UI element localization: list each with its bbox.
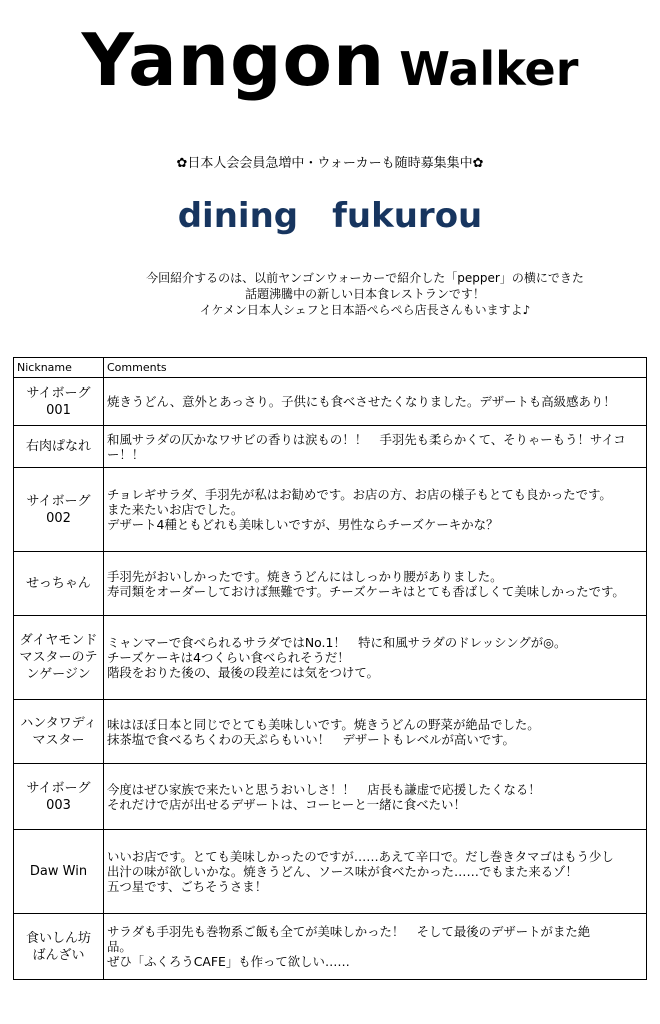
nickname-cell	[14, 378, 104, 426]
page-title	[0, 18, 660, 102]
recruit-banner: ✿日本人会会員急増中・ウォーカーも随時募集集中✿	[176, 156, 484, 171]
comment-line: 寿司類をオーダーしておけば無難です。チーズケーキはとても香ばしくて美味しかったです。	[107, 583, 625, 599]
nickname-line: 食いしん坊	[25, 930, 91, 946]
comment-line: デザート4種ともどれも美味しいですが、男性ならチーズケーキかな？	[107, 517, 499, 532]
comment-line: 階段をおりた後の、最後の段差には気をつけて。	[107, 665, 379, 680]
comment-line: 抹茶塩で食べるちくわの天ぷらもいい！ デザートもレベルが高いです。	[107, 731, 515, 747]
table-row	[14, 426, 647, 468]
nickname-cell	[14, 468, 104, 552]
comments-column-header: Comments	[104, 358, 647, 378]
restaurant-name: dining fukurou	[177, 196, 483, 236]
nickname-cell	[14, 700, 104, 764]
nickname-column-header: Nickname	[14, 358, 104, 378]
comment-line: 今度はぜひ家族で来たいと思うおいしさ！！ 店長も謙虚で応援したくなる！	[107, 781, 541, 797]
nickname-line: せっちゃん	[26, 576, 91, 591]
nickname-line: ばんざい	[32, 947, 85, 963]
comment-cell	[104, 830, 647, 914]
intro-line: 今回紹介するのは、以前ヤンゴンウォーカーで紹介した「pepper」の横にできた	[146, 271, 584, 285]
intro-line: 話題沸騰中の新しい日本食レストランです！	[245, 287, 485, 301]
nickname-cell	[14, 552, 104, 616]
comment-cell	[104, 914, 647, 980]
nickname-line: ハンタワディ	[20, 715, 97, 731]
table-row	[14, 378, 647, 426]
intro-text	[0, 270, 660, 318]
comment-line: 品。	[107, 939, 132, 954]
table-row	[14, 468, 647, 552]
comment-line: 手羽先がおいしかったです。焼きうどんにはしっかり腰がありました。	[107, 568, 503, 584]
comment-cell	[104, 468, 647, 552]
nickname-line: 右肉ぱなれ	[25, 439, 91, 454]
comment-line: 味はほぼ日本と同じでとても美味しいです。焼きうどんの野菜が絶品でした。	[107, 716, 540, 732]
nickname-line: サイボーグ	[26, 493, 91, 509]
comment-line: 出汁の味が欲しいかな。焼きうどん、ソース味が食べたかった……でもまた来るゾ！	[107, 864, 578, 879]
title-main: Yangon	[81, 18, 386, 102]
reviews-table	[13, 357, 647, 980]
title-sub: Walker	[399, 42, 579, 96]
comment-line: また来たいお店でした。	[107, 502, 244, 517]
nickname-line: マスター	[32, 732, 85, 748]
comment-cell	[104, 426, 647, 468]
nickname-line: 001	[46, 402, 71, 418]
comment-cell	[104, 700, 647, 764]
nickname-line: Daw Win	[29, 864, 88, 879]
comment-line: サラダも手羽先も巻物系ご飯も全てが美味しかった！ そして最後のデザートがまた絶	[107, 924, 591, 939]
nickname-cell	[14, 616, 104, 700]
comment-cell	[104, 616, 647, 700]
intro-line: イケメン日本人シェフと日本語ぺらぺら店長さんもいますよ♪	[199, 303, 531, 317]
comment-cell	[104, 552, 647, 616]
nickname-line: サイボーグ	[26, 780, 91, 796]
comment-line: 焼きうどん、意外とあっさり。子供にも食べさせたくなりました。デザートも高級感あり！	[107, 394, 616, 409]
table-row	[14, 616, 647, 700]
comment-line: 五つ星です、ごちそうさま！	[107, 879, 268, 894]
comment-cell	[104, 378, 647, 426]
nickname-line: 002	[46, 510, 71, 526]
comment-line: ミャンマーで食べられるサラダではNo.1！ 特に和風サラダのドレッシングが◎。	[107, 635, 567, 650]
nickname-cell	[14, 426, 104, 468]
nickname-line: 003	[46, 797, 71, 813]
comment-line: ぜひ「ふくろうCAFE」も作って欲しい……	[107, 954, 350, 969]
comment-line: チーズケーキは4つくらい食べられそうだ！	[107, 650, 350, 665]
table-row	[14, 552, 647, 616]
table-header-row	[14, 358, 647, 378]
nickname-cell	[14, 764, 104, 830]
table-row	[14, 830, 647, 914]
nickname-line: サイボーグ	[26, 385, 91, 401]
table-row	[14, 700, 647, 764]
comment-line: 和風サラダの仄かなワサビの香りは涙もの！！ 手羽先も柔らかくて、そりゃーもう！サイコー！！	[107, 431, 626, 462]
comment-line: チョレギサラダ、手羽先が私はお勧めです。お店の方、お店の様子もとても良かったです。	[107, 487, 612, 502]
table-row	[14, 914, 647, 980]
nickname-line: ンゲージン	[26, 667, 91, 682]
nickname-cell	[14, 914, 104, 980]
comment-line: それだけで店が出せるデザートは、コーヒーと一緒に食べたい！	[107, 796, 466, 812]
nickname-line: マスターのテ	[19, 650, 98, 665]
comment-line: いいお店です。とても美味しかったのですが……あえて辛口で。だし巻きタマゴはもう少し	[107, 849, 614, 864]
nickname-cell	[14, 830, 104, 914]
comment-cell	[104, 764, 647, 830]
table-row	[14, 764, 647, 830]
nickname-line: ダイヤモンド	[19, 633, 98, 648]
